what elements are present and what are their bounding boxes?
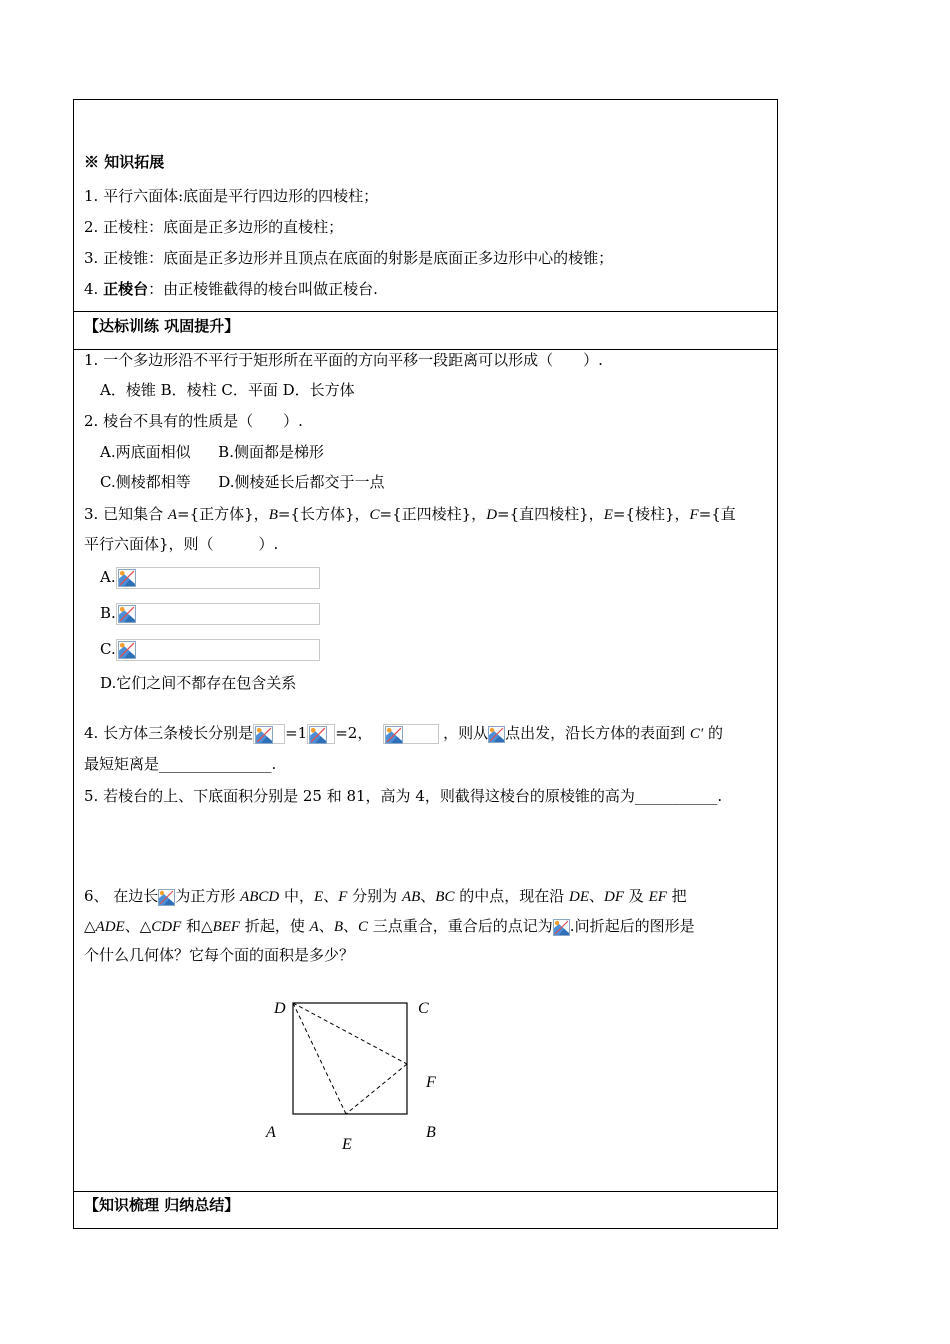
row-divider xyxy=(74,311,777,312)
question-5: 5. 若棱台的上、下底面积分别是 25 和 81，高为 4，则截得这棱台的原棱锥的高为___________. xyxy=(84,787,723,805)
edge-length-image-placeholder xyxy=(158,889,175,906)
option-d: D.侧棱延长后都交于一点 xyxy=(218,473,385,491)
option-b: B.侧面都是梯形 xyxy=(218,443,324,461)
point-image-placeholder xyxy=(553,919,570,936)
square-abcd xyxy=(293,1003,407,1114)
question-3-option-a: A. xyxy=(100,567,320,589)
fold-line-de xyxy=(293,1003,346,1114)
question-3-line-2: 平行六面体}，则（ ）. xyxy=(84,535,279,553)
summary-header: 【知识梳理 归纳总结】 xyxy=(84,1196,240,1214)
label-b: B xyxy=(426,1124,436,1141)
worksheet-table xyxy=(73,99,778,1229)
question-3-option-c: C. xyxy=(100,639,320,661)
extension-item-3: 3. 正棱锥：底面是正多边形并且顶点在底面的射影是底面正多边形中心的棱锥； xyxy=(84,249,614,267)
formula-image-placeholder xyxy=(307,724,335,744)
folding-square-figure xyxy=(254,995,454,1160)
extension-item-4: 4. 正棱台：由正棱锥截得的棱台叫做正棱台. xyxy=(84,280,378,298)
question-6-line-1: 6、 在边长 为正方形 ABCD 中，E、F 分别为 AB、BC 的中点，现在沿 DE、DF 及 EF 把 xyxy=(84,887,687,905)
fold-line-df xyxy=(293,1003,407,1064)
question-3-option-d: D.它们之间不都存在包含关系 xyxy=(100,674,297,692)
label-e: E xyxy=(342,1136,352,1153)
formula-image-placeholder xyxy=(253,724,285,744)
question-4-line-2: 最短矩离是_______________. xyxy=(84,755,277,773)
question-3-option-b: B. xyxy=(100,603,320,625)
label-d: D xyxy=(274,1000,286,1017)
formula-image-placeholder xyxy=(383,724,439,744)
formula-image-placeholder xyxy=(116,603,320,625)
option-c: C.侧棱都相等 xyxy=(100,473,191,491)
question-1-options: A．棱锥 B．棱柱 C．平面 D．长方体 xyxy=(100,381,355,399)
question-4-line-1: 4. 长方体三条棱长分别是 =1 =2， ，则从 点出发，沿长方体的表面到 C′ 的 xyxy=(84,724,723,742)
formula-image-placeholder xyxy=(116,639,320,661)
fold-line-ef xyxy=(346,1064,407,1114)
question-6-line-3: 个什么几何体？它每个面的面积是多少？ xyxy=(84,946,355,964)
question-2-options-ab xyxy=(100,442,324,462)
practice-header: 【达标训练 巩固提升】 xyxy=(84,317,240,335)
label-a: A xyxy=(266,1124,276,1141)
row-divider xyxy=(74,1191,777,1192)
label-c: C xyxy=(418,1000,429,1017)
label-f: F xyxy=(426,1074,436,1091)
option-a: A.两底面相似 xyxy=(100,443,191,461)
extension-item-1: 1. 平行六面体:底面是平行四边形的四棱柱； xyxy=(84,187,379,205)
question-2-options-cd xyxy=(100,472,385,492)
question-6-line-2: △ADE、△CDF 和△BEF 折起，使 A、B、C 三点重合，重合后的点记为 .问折起后的图形是 xyxy=(84,917,695,935)
point-image-placeholder xyxy=(488,726,505,743)
knowledge-extension-heading: ※ 知识拓展 xyxy=(84,153,165,171)
question-2-stem: 2. 棱台不具有的性质是（ ）. xyxy=(84,412,303,430)
extension-item-2: 2. 正棱柱：底面是正多边形的直棱柱； xyxy=(84,218,344,236)
formula-image-placeholder xyxy=(116,567,320,589)
question-3-line-1: 3. 已知集合 A={正方体}，B={长方体}，C={正四棱柱}，D={直四棱柱}，E={棱柱}，F={直 xyxy=(84,505,736,523)
question-1-stem: 1. 一个多边形沿不平行于矩形所在平面的方向平移一段距离可以形成（ ）. xyxy=(84,351,603,369)
